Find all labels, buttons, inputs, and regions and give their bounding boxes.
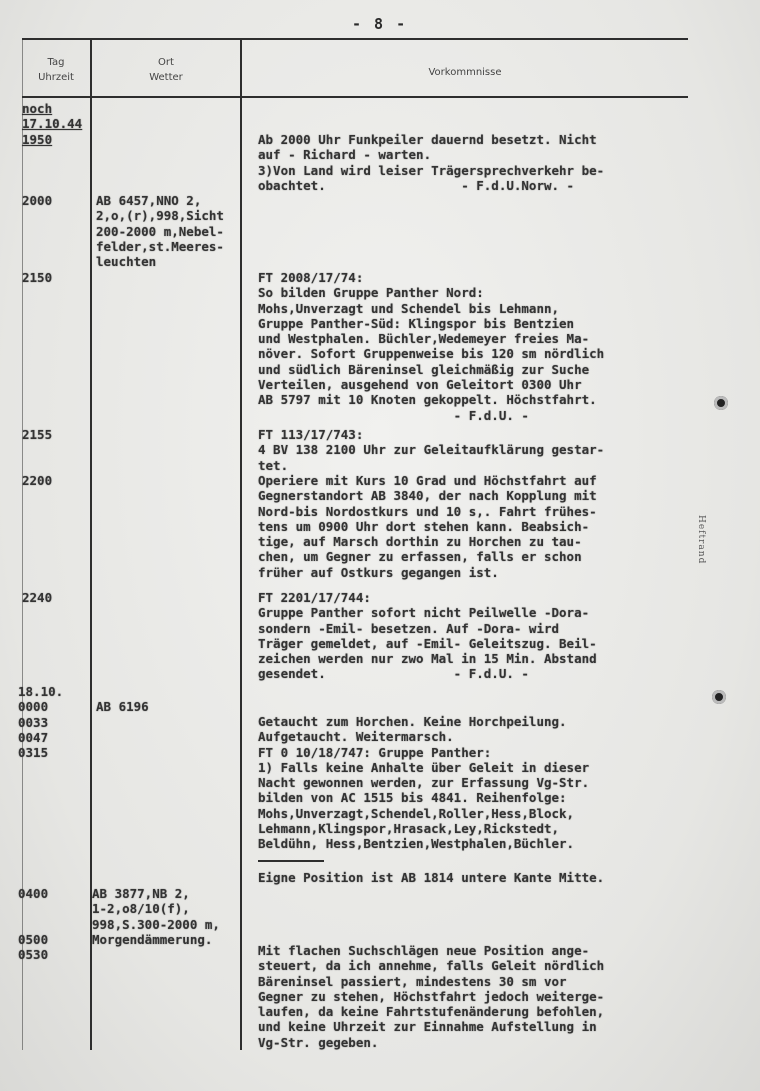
time-cell: noch 17.10.44 1950: [22, 101, 83, 147]
header-day-time: [22, 55, 90, 85]
header-wetter-label: Wetter: [149, 72, 183, 83]
time-cell: 2150: [22, 270, 53, 285]
time-cell: 0400: [18, 886, 49, 901]
punch-hole: [714, 396, 728, 410]
event-text: Ab 2000 Uhr Funkpeiler dauernd besetzt. Nicht auf - Richard - warten. 3)Von Land wird leiser Trägersprechverkehr be- obachtet. - F.d.U.Norw. -: [258, 132, 605, 193]
header-tag-label: Tag: [47, 57, 65, 68]
time-cell: 0500 0530: [18, 932, 49, 963]
event-text: Operiere mit Kurs 10 Grad und Höchstfahrt auf Gegnerstandort AB 3840, der nach Kopplung mit Nord-bis Nordostkurs und 10 s,. Fahrt frühes- tens um 0900 Uhr dort stehen kann. Beabsich- tige, auf Marsch dorthin zu Horchen zu tau- chen, um Gegner zu erfassen, falls er schon früher auf Ostkurs gegangen ist.: [258, 473, 597, 580]
time-cell: 2200: [22, 473, 53, 488]
header-rule: [22, 96, 688, 98]
header-place-weather: [92, 55, 240, 85]
event-text: Getaucht zum Horchen. Keine Horchpeilung. Aufgetaucht. Weitermarsch. FT 0 10/18/747: Gruppe Panther: 1) Falls keine Anhalte über Geleit in dieser Nacht gewonnen werden, zur Erfassung Vg-Str. bilden von AC 1515 bis 4841. Reihenfolge: Mohs,Unverzagt,Schendel,Roller,Hess,Block, Lehmann,Klingspor,Hrasack,Ley,Rickstedt, Beldühn, Hess,Bentzien,Westphalen,Büchler.: [258, 714, 590, 852]
separator-line: [258, 860, 324, 862]
event-text: FT 2201/17/744: Gruppe Panther sofort nicht Peilwelle -Dora- sondern -Emil- besetzen. Auf -Dora- wird Träger gemeldet, auf -Emil- Geleitszug. Beil- zeichen werden nur zwo Mal in 15 Min. Abstand gesendet. - F.d.U. -: [258, 590, 597, 682]
place-weather-cell: AB 6457,NNO 2, 2,o,(r),998,Sicht 200-2000 m,Nebel- felder,st.Meeres- leuchten: [96, 193, 224, 270]
page-number: - 8 -: [352, 15, 408, 33]
header-ort-label: Ort: [158, 57, 174, 68]
place-weather-cell: AB 6196: [96, 699, 149, 714]
column-divider-2: [240, 40, 242, 1050]
margin-label: Heftrand: [696, 515, 706, 565]
punch-hole: [712, 690, 726, 704]
top-rule: [22, 38, 688, 40]
event-text: FT 113/17/743: 4 BV 138 2100 Uhr zur Geleitaufklärung gestar- tet.: [258, 427, 605, 473]
header-uhrzeit-label: Uhrzeit: [38, 72, 74, 83]
time-cell: 2240: [22, 590, 53, 605]
event-text: Eigne Position ist AB 1814 untere Kante Mitte.: [258, 870, 605, 885]
header-events: Vorkommnisse: [428, 67, 502, 78]
time-cell: 18.10. 0000 0033 0047 0315: [18, 684, 64, 761]
place-weather-cell: AB 3877,NB 2, 1-2,o8/10(f), 998,S.300-2000 m,: [92, 886, 220, 932]
place-weather-cell: Morgendämmerung.: [92, 932, 213, 947]
time-cell: 2155: [22, 427, 53, 442]
time-cell: 2000: [22, 193, 53, 208]
event-text: Mit flachen Suchschlägen neue Position ange- steuert, da ich annehme, falls Geleit nördlich Bäreninsel passiert, mindestens 30 sm vor Gegner zu stehen, Höchstfahrt jedoch weiterge- laufen, da keine Fahrtstufenänderung befohlen, und keine Uhrzeit zur Einnahme Aufstellung in Vg-Str. gegeben.: [258, 943, 605, 1050]
event-text: FT 2008/17/74: So bilden Gruppe Panther Nord: Mohs,Unverzagt und Schendel bis Lehmann, Gruppe Panther-Süd: Klingspor bis Bentzien und Westphalen. Büchler,Wedemeyer freies Ma- növer. Sofort Gruppenweise bis 120 sm nördlich und südlich Bäreninsel gleichmäßig zur Suche Verteilen, ausgehend von Geleitort 0300 Uhr AB 5797 mit 10 Knoten gekoppelt. Höchstfahrt. - F.d.U. -: [258, 270, 605, 423]
